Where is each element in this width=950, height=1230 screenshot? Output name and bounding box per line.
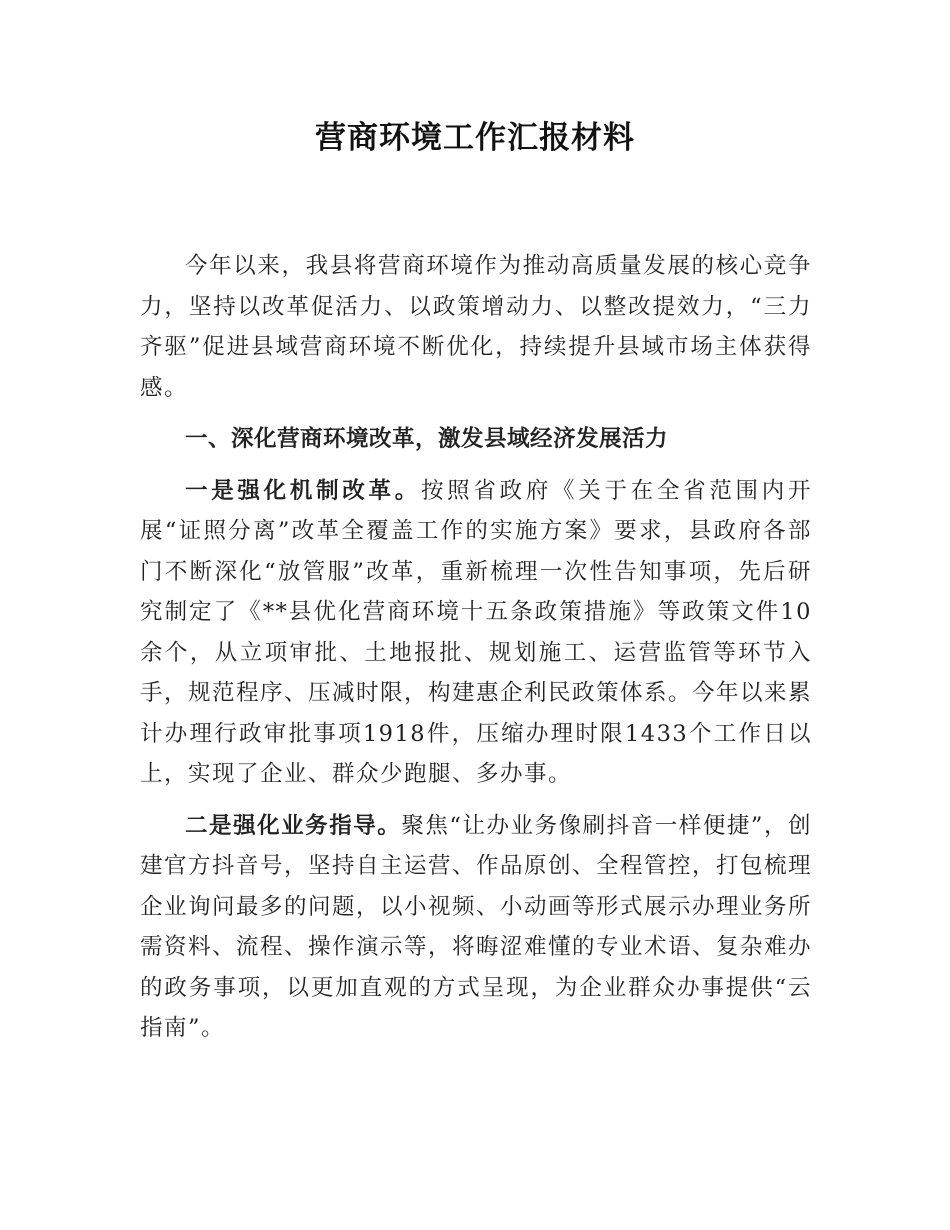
item-paragraph-2 [140,806,812,1049]
item-text-2: 聚焦“让办业务像刷抖音一样便捷”，创建官方抖音号，坚持自主运营、作品原创、全程管控，打包梳理企业询问最多的问题，以小视频、小动画等形式展示办理业务所需资料、流程、操作演示等，将晦涩难懂的专业术语、复杂难办的政务事项，以更加直观的方式呈现，为企业群众办事提供“云指南”。 [140,812,813,1041]
section-heading: 一、深化营商环境改革，激发县域经济发展活力 [185,426,669,452]
item-lead-2: 二是强化业务指导。 [185,812,402,839]
item-paragraph-1 [140,471,812,795]
item-lead-1: 一是强化机制改革。 [185,477,421,504]
document-title: 营商环境工作汇报材料 [315,120,635,156]
document-body [140,246,812,1049]
intro-paragraph: 今年以来，我县将营商环境作为推动高质量发展的核心竞争力，坚持以改革促活力、以政策增动力、以整改提效力，“三力齐驱”促进县域营商环境不断优化，持续提升县域市场主体获得感。 [140,253,812,401]
item-text-1: 按照省政府《关于在全省范围内开展“证照分离”改革全覆盖工作的实施方案》要求，县政府各部门不断深化“放管服”改革，重新梳理一次性告知事项，先后研究制定了《**县优化营商环境十五条政策措施》等政策文件10余个，从立项审批、土地报批、规划施工、运营监管等环节入手，规范程序、压减时限，构建惠企利民政策体系。今年以来累计办理行政审批事项1918件，压缩办理时限1433个工作日以上，实现了企业、群众少跑腿、多办事。 [140,477,813,787]
